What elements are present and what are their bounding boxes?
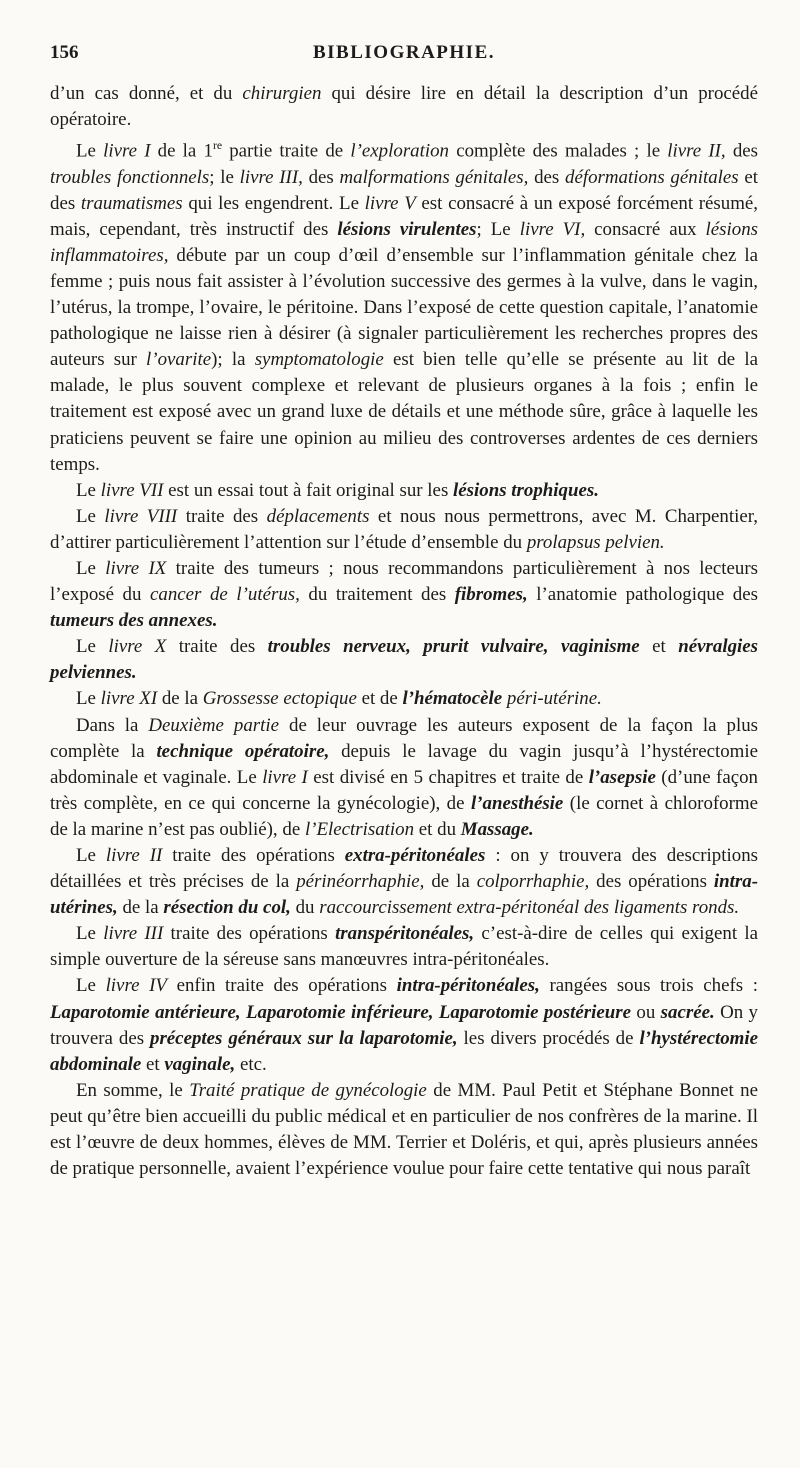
emphasis-text: vaginale, xyxy=(164,1053,236,1075)
text-run: Le xyxy=(76,923,104,945)
emphasis-text: déplacements xyxy=(266,505,370,527)
text-run: Le xyxy=(76,845,106,867)
emphasis-run xyxy=(163,897,291,918)
text-run: Le xyxy=(76,479,101,501)
emphasis-run xyxy=(661,1002,715,1023)
paragraph xyxy=(50,478,758,504)
emphasis-run xyxy=(345,845,486,866)
text-run: (le cornet à chloroforme de la marine n’est pas oublié), de xyxy=(50,792,758,840)
text-run: et du xyxy=(414,818,461,840)
running-title: BIBLIOGRAPHIE. xyxy=(312,42,495,63)
text-run: traite des opérations xyxy=(162,845,345,867)
text-run: est un essai tout à fait original sur les xyxy=(163,479,454,501)
text-run: est consacré à un exposé forcément résumé, mais, cependant, très instructif des xyxy=(50,192,758,240)
emphasis-text: technique opératoire, xyxy=(156,740,330,762)
paragraph xyxy=(50,921,758,973)
text-run: traite des opérations xyxy=(163,923,336,945)
emphasis-text: re xyxy=(212,139,223,153)
emphasis-text: l’Electrisation xyxy=(304,818,415,840)
emphasis-text: livre V xyxy=(364,192,416,214)
text-run: enfin traite des opérations xyxy=(166,975,397,997)
text-run: des xyxy=(302,166,340,188)
emphasis-text: livre IX xyxy=(105,557,167,579)
text-run: des xyxy=(725,140,759,162)
emphasis-text: livre XI xyxy=(100,688,158,710)
emphasis-run xyxy=(50,1002,631,1023)
text-run: Le xyxy=(76,140,104,162)
emphasis-run xyxy=(453,480,599,501)
text-run: qui les engendrent. Le xyxy=(182,192,365,214)
text-run: l’anatomie pathologique des xyxy=(527,584,758,606)
text-run: et des xyxy=(50,166,758,214)
emphasis-text: livre VIII xyxy=(104,505,178,527)
emphasis-run xyxy=(337,219,476,240)
text-run: depuis le lavage du vagin jusqu’à l’hystérectomie abdominale et vaginale. Le xyxy=(50,740,758,788)
page-number: 156 xyxy=(50,42,79,63)
emphasis-run xyxy=(455,584,528,605)
emphasis-text: malformations génitales, xyxy=(339,166,529,188)
emphasis-text: périnéorrhaphie, xyxy=(296,871,425,893)
running-header xyxy=(50,42,758,66)
emphasis-text: chirurgien xyxy=(242,83,322,104)
text-run: débute par un coup d’œil d’ensemble sur l’inflammation génitale chez la femme ; puis nous fait assister à l’évolution successive des germes à la vulve, dans le vagin, l’utérus, la trompe, l’ovaire, le péritoine. Dans l’exposé de cette question capitale, l’anatomie pathologique ne laisse rien à désirer (à signaler particulièrement les recherches propres des auteurs sur xyxy=(50,244,758,371)
emphasis-text: traumatismes xyxy=(80,192,183,214)
paragraph xyxy=(50,843,758,921)
emphasis-text: l’hématocèle xyxy=(402,688,503,710)
text-run: ; le xyxy=(209,166,240,188)
emphasis-text: intra-utérines, xyxy=(50,871,758,919)
emphasis-text: Massage. xyxy=(460,818,534,840)
emphasis-text: livre VII xyxy=(100,479,164,501)
text-run: et nous nous permettrons, avec M. Charpentier, d’attirer particulièrement l’attention sur l’étude d’ensemble du xyxy=(50,505,758,553)
text-run: les divers procédés de xyxy=(457,1027,640,1049)
emphasis-text: Grossesse ectopique xyxy=(202,688,357,710)
emphasis-text: lésions inflammatoires, xyxy=(50,218,759,266)
emphasis-text: fibromes, xyxy=(454,584,528,606)
paragraph xyxy=(50,133,758,478)
text-run: etc. xyxy=(235,1053,267,1075)
text-run: traite des tumeurs ; nous recommandons particulièrement à nos lecteurs l’exposé du xyxy=(50,557,758,606)
emphasis-text: l’asepsie xyxy=(588,766,656,788)
paragraph xyxy=(50,1078,758,1182)
text-run: des opérations xyxy=(589,871,714,893)
body-text xyxy=(50,81,758,1182)
text-run: de leur ouvrage les auteurs exposent de la façon la plus complète la xyxy=(50,714,758,762)
text-run: est bien telle qu’elle se présente au lit de la malade, le plus souvent complexe et relevant de plusieurs organes à la fois ; enfin le traitement est exposé avec un grand luxe de détails et une méthode sûre, grâce à laquelle les praticiens peuvent se faire une opinion au milieu des controverses ardentes de ces derniers temps. xyxy=(50,349,758,475)
emphasis-text: résection du col, xyxy=(163,897,291,919)
text-run: Dans la xyxy=(76,714,149,736)
text-run: du xyxy=(290,897,320,919)
text-run: de MM. Paul Petit et Stéphane Bonnet ne peut qu’être bien accueilli du public médical et en particulier de nos confrères de la marine. Il est l’œuvre de deux hommes, élèves de MM. Terrier et Doléris, et qui, après plusieurs années de pratique personnelle, avaient l’expérience voulue pour faire cette tentative qui nous paraît xyxy=(50,1079,758,1180)
text-run: Le xyxy=(76,636,109,658)
emphasis-text: intra-péritonéales, xyxy=(396,975,540,997)
emphasis-text: livre IV xyxy=(105,975,167,997)
emphasis-run xyxy=(402,688,502,709)
text-run: et de xyxy=(356,688,403,710)
emphasis-text: troubles nerveux, prurit vulvaire, vaginisme xyxy=(267,636,640,658)
paragraph xyxy=(50,81,758,133)
emphasis-run xyxy=(156,741,329,762)
text-run: d’un cas donné, et du xyxy=(50,83,243,104)
emphasis-text: l’hystérectomie abdominale xyxy=(50,1027,758,1075)
emphasis-text: livre II xyxy=(105,845,163,867)
emphasis-text: troubles fonctionnels xyxy=(50,166,210,188)
emphasis-run xyxy=(461,819,534,840)
emphasis-text: livre X xyxy=(108,636,167,658)
emphasis-run xyxy=(150,1028,458,1049)
text-run: rangées sous trois chefs : xyxy=(539,975,759,997)
emphasis-text: colporrhaphie, xyxy=(476,871,590,893)
paragraph xyxy=(50,634,758,686)
text-run: et xyxy=(639,636,679,658)
text-run: : on y trouvera des descriptions détaillées et très précises de la xyxy=(50,845,758,893)
emphasis-run xyxy=(397,975,540,996)
text-run: Le xyxy=(76,505,105,527)
emphasis-text: l’ovarite xyxy=(146,349,212,371)
emphasis-run xyxy=(268,636,640,657)
emphasis-text: cancer de l’utérus, xyxy=(150,584,300,606)
emphasis-text: prolapsus pelvien. xyxy=(526,531,665,553)
text-run: des xyxy=(528,166,565,188)
text-run: de la xyxy=(424,871,477,893)
text-run: Le xyxy=(76,688,101,710)
text-run: complète des malades ; le xyxy=(449,140,668,162)
paragraph xyxy=(50,556,758,634)
emphasis-text: lésions virulentes xyxy=(337,218,477,240)
emphasis-text: névralgies pelviennes. xyxy=(50,636,759,684)
text-run: traite des xyxy=(166,636,268,658)
emphasis-text: déformations génitales xyxy=(565,166,739,188)
emphasis-text: Traité pratique de gynécologie xyxy=(189,1079,427,1101)
emphasis-text: transpéritonéales, xyxy=(335,923,475,945)
emphasis-text: symptomatologie xyxy=(254,349,384,371)
text-run: qui désire lire en détail la description d’un procédé opératoire. xyxy=(50,83,758,131)
emphasis-text: Laparotomie antérieure, Laparotomie inférieure, Laparotomie postérieure xyxy=(50,1001,631,1023)
emphasis-text: préceptes généraux sur la laparotomie, xyxy=(150,1027,458,1049)
paragraph xyxy=(50,504,758,556)
emphasis-run xyxy=(164,1054,235,1075)
emphasis-run xyxy=(335,923,474,944)
text-run: du traitement des xyxy=(299,584,455,606)
text-run: On y trouvera des xyxy=(50,1001,758,1049)
emphasis-text: Deuxième partie xyxy=(148,714,280,736)
text-run: ou xyxy=(631,1001,661,1023)
text-run: Le xyxy=(76,557,106,579)
emphasis-run xyxy=(589,767,656,788)
emphasis-text: livre VI, xyxy=(519,218,586,240)
text-run: ); la xyxy=(211,349,255,371)
emphasis-run xyxy=(50,610,217,631)
text-run: traite des xyxy=(177,505,267,527)
emphasis-text: sacrée. xyxy=(660,1001,715,1023)
paragraph xyxy=(50,973,758,1077)
paragraph xyxy=(50,713,758,843)
text-run: En somme, le xyxy=(76,1079,190,1101)
text-run: de la 1 xyxy=(150,140,213,162)
emphasis-text: lésions trophiques. xyxy=(453,479,599,501)
text-run: Le xyxy=(76,975,106,997)
text-run: partie traite de xyxy=(222,140,351,162)
text-run: est divisé en 5 chapitres et traite de xyxy=(307,766,589,788)
text-run: de la xyxy=(157,688,203,710)
emphasis-text: livre II, xyxy=(667,140,726,162)
text-run: ; Le xyxy=(476,218,520,240)
emphasis-text: livre I xyxy=(103,140,151,162)
emphasis-text: livre III xyxy=(103,923,164,945)
emphasis-text: l’exploration xyxy=(350,140,450,162)
emphasis-text: raccourcissement extra-péritonéal des ligaments ronds. xyxy=(319,897,740,919)
text-run: et xyxy=(141,1053,165,1075)
text-run: (d’une façon très complète, en ce qui concerne la gynécologie), de xyxy=(50,766,758,814)
emphasis-text: livre III, xyxy=(239,166,303,188)
emphasis-run xyxy=(471,793,563,814)
emphasis-text: tumeurs des annexes. xyxy=(50,610,218,632)
emphasis-text: péri-utérine. xyxy=(506,688,602,710)
emphasis-text: extra-péritonéales xyxy=(344,845,486,867)
text-run: c’est-à-dire de celles qui exigent la simple ouverture de la séreuse sans manœuvres intra-péritonéales. xyxy=(50,923,758,971)
emphasis-text: l’anesthésie xyxy=(470,792,564,814)
paragraph xyxy=(50,686,758,712)
emphasis-text: livre I xyxy=(262,766,308,788)
text-run: de la xyxy=(117,897,164,919)
text-run: consacré aux xyxy=(585,218,706,240)
